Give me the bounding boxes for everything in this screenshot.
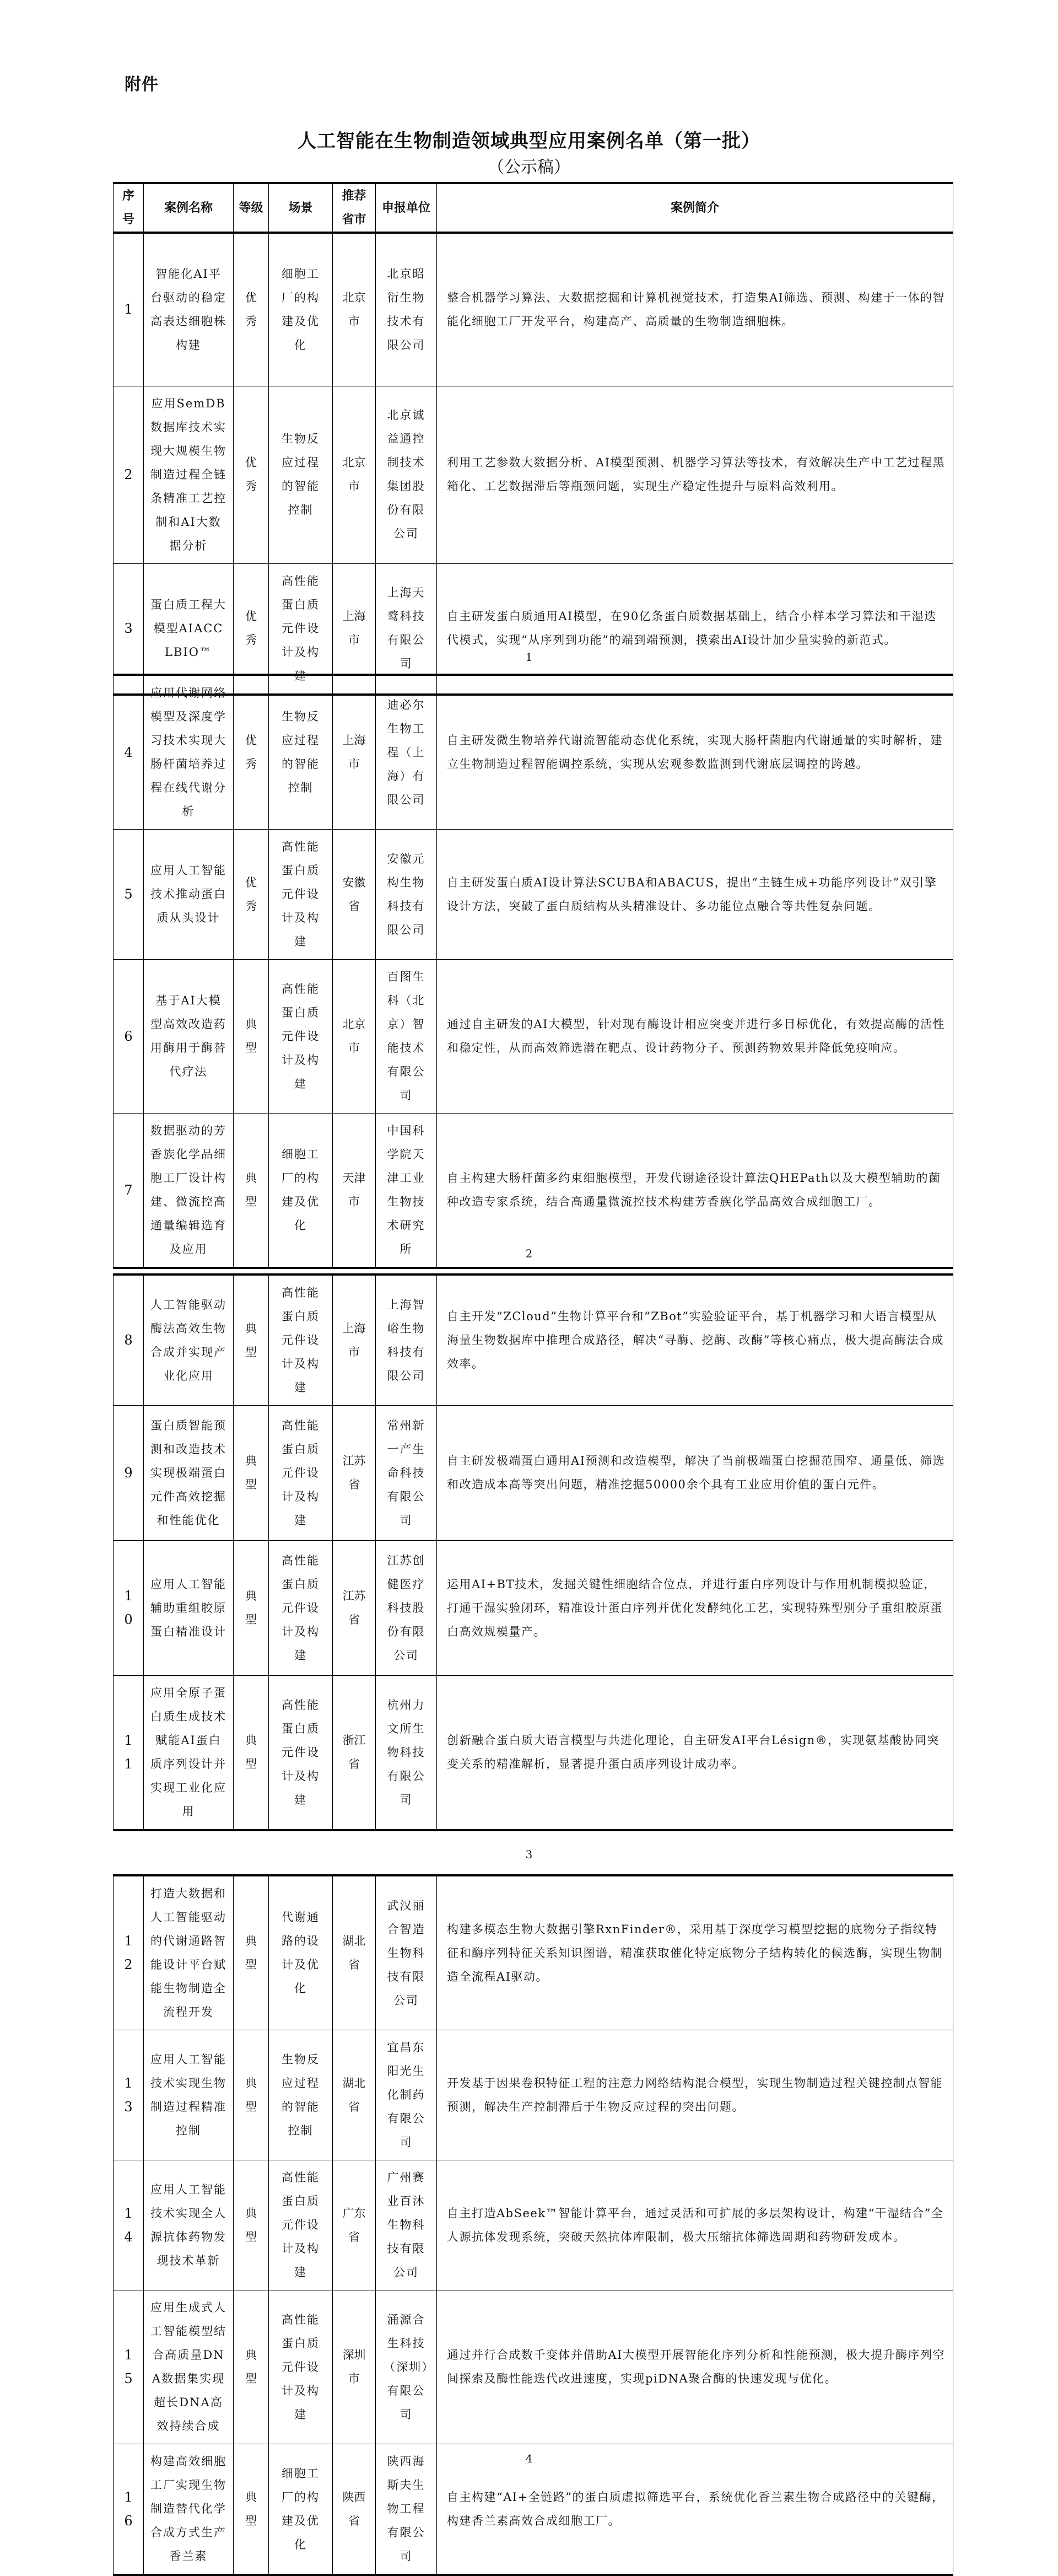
table-row: [114, 1406, 953, 1541]
row-level: 典型: [234, 1875, 269, 2030]
row-scene: 生物反应过程的智能控制: [269, 2030, 333, 2160]
row-seq: 13: [114, 2030, 144, 2160]
row-unit: 江苏创健医疗科技股份有限公司: [376, 1541, 437, 1676]
case-table-page-2: [113, 674, 953, 1269]
row-intro: 开发基于因果卷积特征工程的注意力网络结构混合模型，实现生物制造过程关键控制点智能预测，解决生产控制滞后于生物反应过程的突出问题。: [437, 2030, 953, 2160]
row-scene: 高性能蛋白质元件设计及构建: [269, 2290, 333, 2444]
row-province: 江苏省: [333, 1406, 376, 1541]
row-name: 智能化AI平台驱动的稳定高表达细胞株构建: [144, 233, 234, 386]
row-unit: 常州新一产生命科技有限公司: [376, 1406, 437, 1541]
row-intro: 运用AI+BT技术，发掘关键性细胞结合位点，并进行蛋白序列设计与作用机制模拟验证，打通干湿实验闭环，精准设计蛋白序列并优化发酵纯化工艺，实现特殊型别分子重组胶原蛋白高效规模量产。: [437, 1541, 953, 1676]
header-scene: 场景: [269, 183, 333, 233]
row-level: 优秀: [234, 386, 269, 563]
header-seq: 序号: [114, 183, 144, 233]
page-number: 2: [525, 1247, 533, 1260]
row-province: 上海市: [333, 675, 376, 830]
table-row: [114, 1114, 953, 1268]
table-row: [114, 960, 953, 1114]
row-name: 应用代谢网络模型及深度学习技术实现大肠杆菌培养过程在线代谢分析: [144, 675, 234, 830]
row-name: 应用生成式人工智能模型结合高质量DNA数据集实现超长DNA高效持续合成: [144, 2290, 234, 2444]
row-seq: 6: [114, 960, 144, 1114]
row-seq: 14: [114, 2160, 144, 2290]
row-intro: 自主开发“ZCloud”生物计算平台和“ZBot”实验验证平台，基于机器学习和大语言模型从海量生物数据库中推理合成路径，解决“寻酶、挖酶、改酶”等核心痛点，极大提高酶法合成效率。: [437, 1274, 953, 1406]
row-intro: 自主研发微生物培养代谢流智能动态优化系统，实现大肠杆菌胞内代谢通量的实时解析，建立生物制造过程智能调控系统，实现从宏观参数监测到代谢底层调控的跨越。: [437, 675, 953, 830]
header-unit: 申报单位: [376, 183, 437, 233]
row-name: 构建高效细胞工厂实现生物制造替代化学合成方式生产香兰素: [144, 2444, 234, 2575]
row-province: 浙江省: [333, 1676, 376, 1831]
row-seq: 3: [114, 563, 144, 695]
row-level: 典型: [234, 2160, 269, 2290]
row-unit: 武汉丽合智造生物科技有限公司: [376, 1875, 437, 2030]
row-province: 江苏省: [333, 1541, 376, 1676]
row-scene: 细胞工厂的构建及优化: [269, 2444, 333, 2575]
row-scene: 代谢通路的设计及优化: [269, 1875, 333, 2030]
row-unit: 宜昌东阳光生化制药有限公司: [376, 2030, 437, 2160]
row-intro: 自主研发极端蛋白通用AI预测和改造模型，解决了当前极端蛋白挖掘范围窄、通量低、筛选和改造成本高等突出问题，精准挖掘50000余个具有工业应用价值的蛋白元件。: [437, 1406, 953, 1541]
row-unit: 安徽元构生物科技有限公司: [376, 830, 437, 960]
row-province: 广东省: [333, 2160, 376, 2290]
row-seq: 16: [114, 2444, 144, 2575]
row-scene: 细胞工厂的构建及优化: [269, 233, 333, 386]
annex-label: 附件: [125, 75, 159, 94]
page-number: 3: [525, 1848, 533, 1861]
table-row: [114, 1875, 953, 2030]
row-intro: 通过自主研发的AI大模型，针对现有酶设计相应突变并进行多目标优化，有效提高酶的活性和稳定性，从而高效筛选潜在靶点、设计药物分子、预测药物效果并降低免疫响应。: [437, 960, 953, 1114]
table-row: [114, 675, 953, 830]
row-seq: 2: [114, 386, 144, 563]
row-level: 典型: [234, 1406, 269, 1541]
header-name: 案例名称: [144, 183, 234, 233]
table-row: [114, 1274, 953, 1406]
row-name: 应用人工智能技术推动蛋白质从头设计: [144, 830, 234, 960]
case-table-page-4: [113, 1874, 953, 2576]
row-unit: 杭州力文所生物科技有限公司: [376, 1676, 437, 1831]
table-row: [114, 2160, 953, 2290]
row-scene: 高性能蛋白质元件设计及构建: [269, 563, 333, 695]
row-seq: 9: [114, 1406, 144, 1541]
row-level: 典型: [234, 2444, 269, 2575]
row-intro: 自主研发蛋白质AI设计算法SCUBA和ABACUS，提出“主链生成+功能序列设计”双引擎设计方法，突破了蛋白质结构从头精准设计、多功能位点融合等共性复杂问题。: [437, 830, 953, 960]
table-row: [114, 2030, 953, 2160]
row-province: 上海市: [333, 563, 376, 695]
row-level: 优秀: [234, 233, 269, 386]
table-row: [114, 386, 953, 563]
row-province: 北京市: [333, 960, 376, 1114]
row-intro: 构建多模态生物大数据引擎RxnFinder®，采用基于深度学习模型挖掘的底物分子指纹特征和酶序列特征关系知识图谱，精准获取催化特定底物分子结构转化的候选酶，实现生物制造全流程AI驱动。: [437, 1875, 953, 2030]
row-scene: 高性能蛋白质元件设计及构建: [269, 960, 333, 1114]
case-table-page-3: [113, 1273, 953, 1831]
row-province: 湖北省: [333, 2030, 376, 2160]
row-scene: 高性能蛋白质元件设计及构建: [269, 1541, 333, 1676]
row-intro: 通过并行合成数千变体并借助AI大模型开展智能化序列分析和性能预测，极大提升酶序列空间探索及酶性能迭代改进速度，实现piDNA聚合酶的快速发现与优化。: [437, 2290, 953, 2444]
row-level: 典型: [234, 2030, 269, 2160]
row-scene: 高性能蛋白质元件设计及构建: [269, 1274, 333, 1406]
row-level: 典型: [234, 1541, 269, 1676]
row-name: 应用全原子蛋白质生成技术赋能AI蛋白质序列设计并实现工业化应用: [144, 1676, 234, 1831]
row-seq: 10: [114, 1541, 144, 1676]
row-name: 应用SemDB数据库技术实现大规模生物制造过程全链条精准工艺控制和AI大数据分析: [144, 386, 234, 563]
row-province: 北京市: [333, 386, 376, 563]
row-intro: 自主构建大肠杆菌多约束细胞模型，开发代谢途径设计算法QHEPath以及大模型辅助的菌种改造专家系统，结合高通量微流控技术构建芳香族化学品高效合成细胞工厂。: [437, 1114, 953, 1268]
row-name: 打造大数据和人工智能驱动的代谢通路智能设计平台赋能生物制造全流程开发: [144, 1875, 234, 2030]
row-province: 深圳市: [333, 2290, 376, 2444]
row-level: 典型: [234, 1114, 269, 1268]
row-name: 基于AI大模型高效改造药用酶用于酶替代疗法: [144, 960, 234, 1114]
row-name: 蛋白质工程大模型AIACCLBIO™: [144, 563, 234, 695]
row-seq: 15: [114, 2290, 144, 2444]
row-intro: 自主研发蛋白质通用AI模型，在90亿条蛋白质数据基础上，结合小样本学习算法和干湿迭代模式，实现“从序列到功能”的端到端预测，摸索出AI设计加少量实验的新范式。: [437, 563, 953, 695]
row-unit: 北京昭衍生物技术有限公司: [376, 233, 437, 386]
row-level: 典型: [234, 960, 269, 1114]
row-intro: 整合机器学习算法、大数据挖掘和计算机视觉技术，打造集AI筛选、预测、构建于一体的智能化细胞工厂开发平台，构建高产、高质量的生物制造细胞株。: [437, 233, 953, 386]
row-unit: 陕西海斯夫生物工程有限公司: [376, 2444, 437, 2575]
row-seq: 12: [114, 1875, 144, 2030]
row-unit: 涌源合生科技（深圳）有限公司: [376, 2290, 437, 2444]
row-intro: 自主构建“AI+全链路”的蛋白质虚拟筛选平台，系统优化香兰素生物合成路径中的关键酶，构建香兰素高效合成细胞工厂。: [437, 2444, 953, 2575]
row-unit: 上海天鹜科技有限公司: [376, 563, 437, 695]
page-number: 4: [525, 2452, 533, 2465]
row-intro: 创新融合蛋白质大语言模型与共进化理论，自主研发AI平台Lésign®，实现氨基酸协同突变关系的精准解析，显著提升蛋白质序列设计成功率。: [437, 1676, 953, 1831]
row-scene: 细胞工厂的构建及优化: [269, 1114, 333, 1268]
row-level: 典型: [234, 2290, 269, 2444]
row-seq: 4: [114, 675, 144, 830]
row-unit: 中国科学院天津工业生物技术研究所: [376, 1114, 437, 1268]
row-seq: 1: [114, 233, 144, 386]
row-scene: 生物反应过程的智能控制: [269, 675, 333, 830]
row-province: 湖北省: [333, 1875, 376, 2030]
row-scene: 高性能蛋白质元件设计及构建: [269, 2160, 333, 2290]
row-seq: 8: [114, 1274, 144, 1406]
row-scene: 高性能蛋白质元件设计及构建: [269, 1676, 333, 1831]
row-level: 优秀: [234, 563, 269, 695]
row-name: 人工智能驱动酶法高效生物合成并实现产业化应用: [144, 1274, 234, 1406]
row-province: 天津市: [333, 1114, 376, 1268]
table-row: [114, 1541, 953, 1676]
header-level: 等级: [234, 183, 269, 233]
row-level: 典型: [234, 1274, 269, 1406]
row-unit: 北京诚益通控制技术集团股份有限公司: [376, 386, 437, 563]
table-row: [114, 1676, 953, 1831]
row-unit: 广州赛业百沐生物科技有限公司: [376, 2160, 437, 2290]
row-intro: 利用工艺参数大数据分析、AI模型预测、机器学习算法等技术，有效解决生产中工艺过程黑箱化、工艺数据滞后等瓶颈问题，实现生产稳定性提升与原料高效利用。: [437, 386, 953, 563]
row-seq: 7: [114, 1114, 144, 1268]
row-name: 数据驱动的芳香族化学品细胞工厂设计构建、微流控高通量编辑选育及应用: [144, 1114, 234, 1268]
header-intro: 案例简介: [437, 183, 953, 233]
row-province: 安徽省: [333, 830, 376, 960]
table-header-row: [114, 183, 953, 233]
case-table-page-1: [113, 182, 953, 696]
row-province: 陕西省: [333, 2444, 376, 2575]
document-subtitle: （公示稿）: [488, 158, 570, 177]
table-row: [114, 2290, 953, 2444]
row-name: 应用人工智能辅助重组胶原蛋白精准设计: [144, 1541, 234, 1676]
table-row: [114, 233, 953, 386]
row-unit: 上海智峪生物科技有限公司: [376, 1274, 437, 1406]
row-name: 蛋白质智能预测和改造技术实现极端蛋白元件高效挖掘和性能优化: [144, 1406, 234, 1541]
row-level: 典型: [234, 1676, 269, 1831]
document-title: 人工智能在生物制造领域典型应用案例名单（第一批）: [298, 130, 760, 152]
row-scene: 高性能蛋白质元件设计及构建: [269, 830, 333, 960]
row-intro: 自主打造AbSeek™智能计算平台，通过灵活和可扩展的多层架构设计，构建“干湿结合”全人源抗体发现系统，突破天然抗体库限制，极大压缩抗体筛选周期和药物研发成本。: [437, 2160, 953, 2290]
row-level: 优秀: [234, 675, 269, 830]
table-row: [114, 830, 953, 960]
row-seq: 5: [114, 830, 144, 960]
page-number: 1: [525, 650, 533, 664]
row-seq: 11: [114, 1676, 144, 1831]
header-province: 推荐省市: [333, 183, 376, 233]
row-province: 上海市: [333, 1274, 376, 1406]
row-scene: 高性能蛋白质元件设计及构建: [269, 1406, 333, 1541]
row-scene: 生物反应过程的智能控制: [269, 386, 333, 563]
row-unit: 百图生科（北京）智能技术有限公司: [376, 960, 437, 1114]
row-province: 北京市: [333, 233, 376, 386]
row-name: 应用人工智能技术实现生物制造过程精准控制: [144, 2030, 234, 2160]
row-level: 优秀: [234, 830, 269, 960]
row-name: 应用人工智能技术实现全人源抗体药物发现技术革新: [144, 2160, 234, 2290]
row-unit: 迪必尔生物工程（上海）有限公司: [376, 675, 437, 830]
